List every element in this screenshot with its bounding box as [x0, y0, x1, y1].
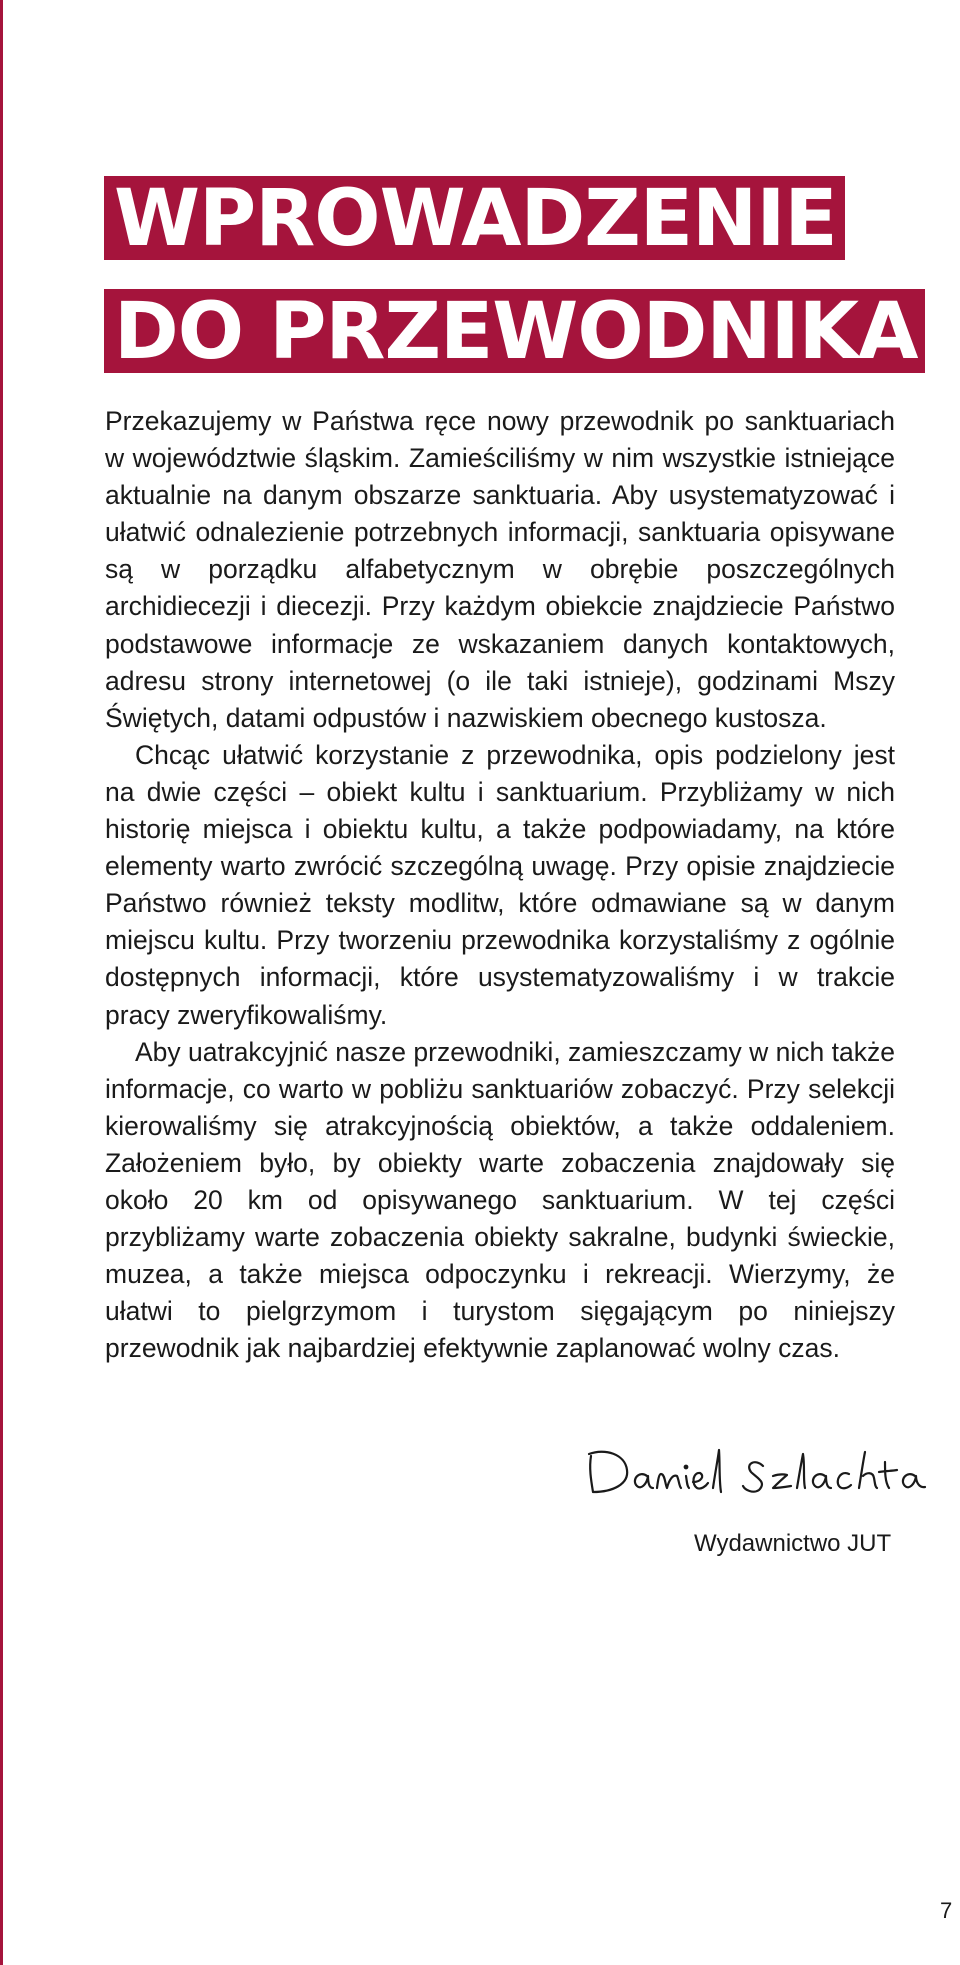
- page-number: 7: [940, 1898, 953, 1923]
- handwritten-signature: [585, 1440, 945, 1510]
- publisher-name: Wydawnictwo JUT: [694, 1530, 892, 1557]
- title-line-2: DO PRZEWODNIKA: [104, 289, 925, 373]
- introduction-text: [105, 403, 895, 1367]
- paragraph-2: Chcąc ułatwić korzystanie z przewodnika, opis podzielony jest na dwie części – obiekt kultu i sanktuarium. Przybliżamy w nich historię miejsca i obiektu kultu, a także podpowiadamy, na które elementy warto zwrócić szczególną uwagę. Przy opisie znajdziecie Państwo również teksty modlitw, które odmawiane są w danym miejscu kultu. Przy tworzeniu przewodnika korzystaliśmy z ogólnie dostępnych informacji, które usystematyzowaliśmy i w trakcie pracy zweryfikowaliśmy.: [105, 739, 895, 1030]
- page-title: [104, 174, 925, 377]
- paragraph-3: Aby uatrakcyjnić nasze przewodniki, zamieszczamy w nich także informacje, co warto w pobliżu sanktuariów zobaczyć. Przy selekcji kierowaliśmy się atrakcyjnością obiektów, a także oddaleniem. Założeniem było, by obiekty warte zobaczenia znajdowały się około 20 km od opisywanego sanktuarium. W tej części przybliżamy warte zobaczenia obiekty sakralne, budynki świeckie, muzea, a także miejsca odpoczynku i rekreacji. Wierzymy, że ułatwi to pielgrzymom i turystom sięgającym po niniejszy przewodnik jak najbardziej efektywnie zaplanować wolny czas.: [105, 1036, 895, 1364]
- title-line-1: WPROWADZENIE: [104, 176, 845, 260]
- left-page-border: [0, 0, 3, 1965]
- paragraph-1: Przekazujemy w Państwa ręce nowy przewodnik po sanktuariach w województwie śląskim. Zamieściliśmy w nim wszystkie istniejące aktualnie na danym obszarze sanktuaria. Aby usystematyzować i ułatwić odnalezienie potrzebnych informacji, sanktuaria opisywane są w porządku alfabetycznym w obrębie poszczególnych archidiecezji i diecezji. Przy każdym obiekcie znajdziecie Państwo podstawowe informacje ze wskazaniem danych kontaktowych, adresu strony internetowej (o ile taki istnieje), godzinami Mszy Świętych, datami odpustów i nazwiskiem obecnego kustosza.: [105, 406, 895, 733]
